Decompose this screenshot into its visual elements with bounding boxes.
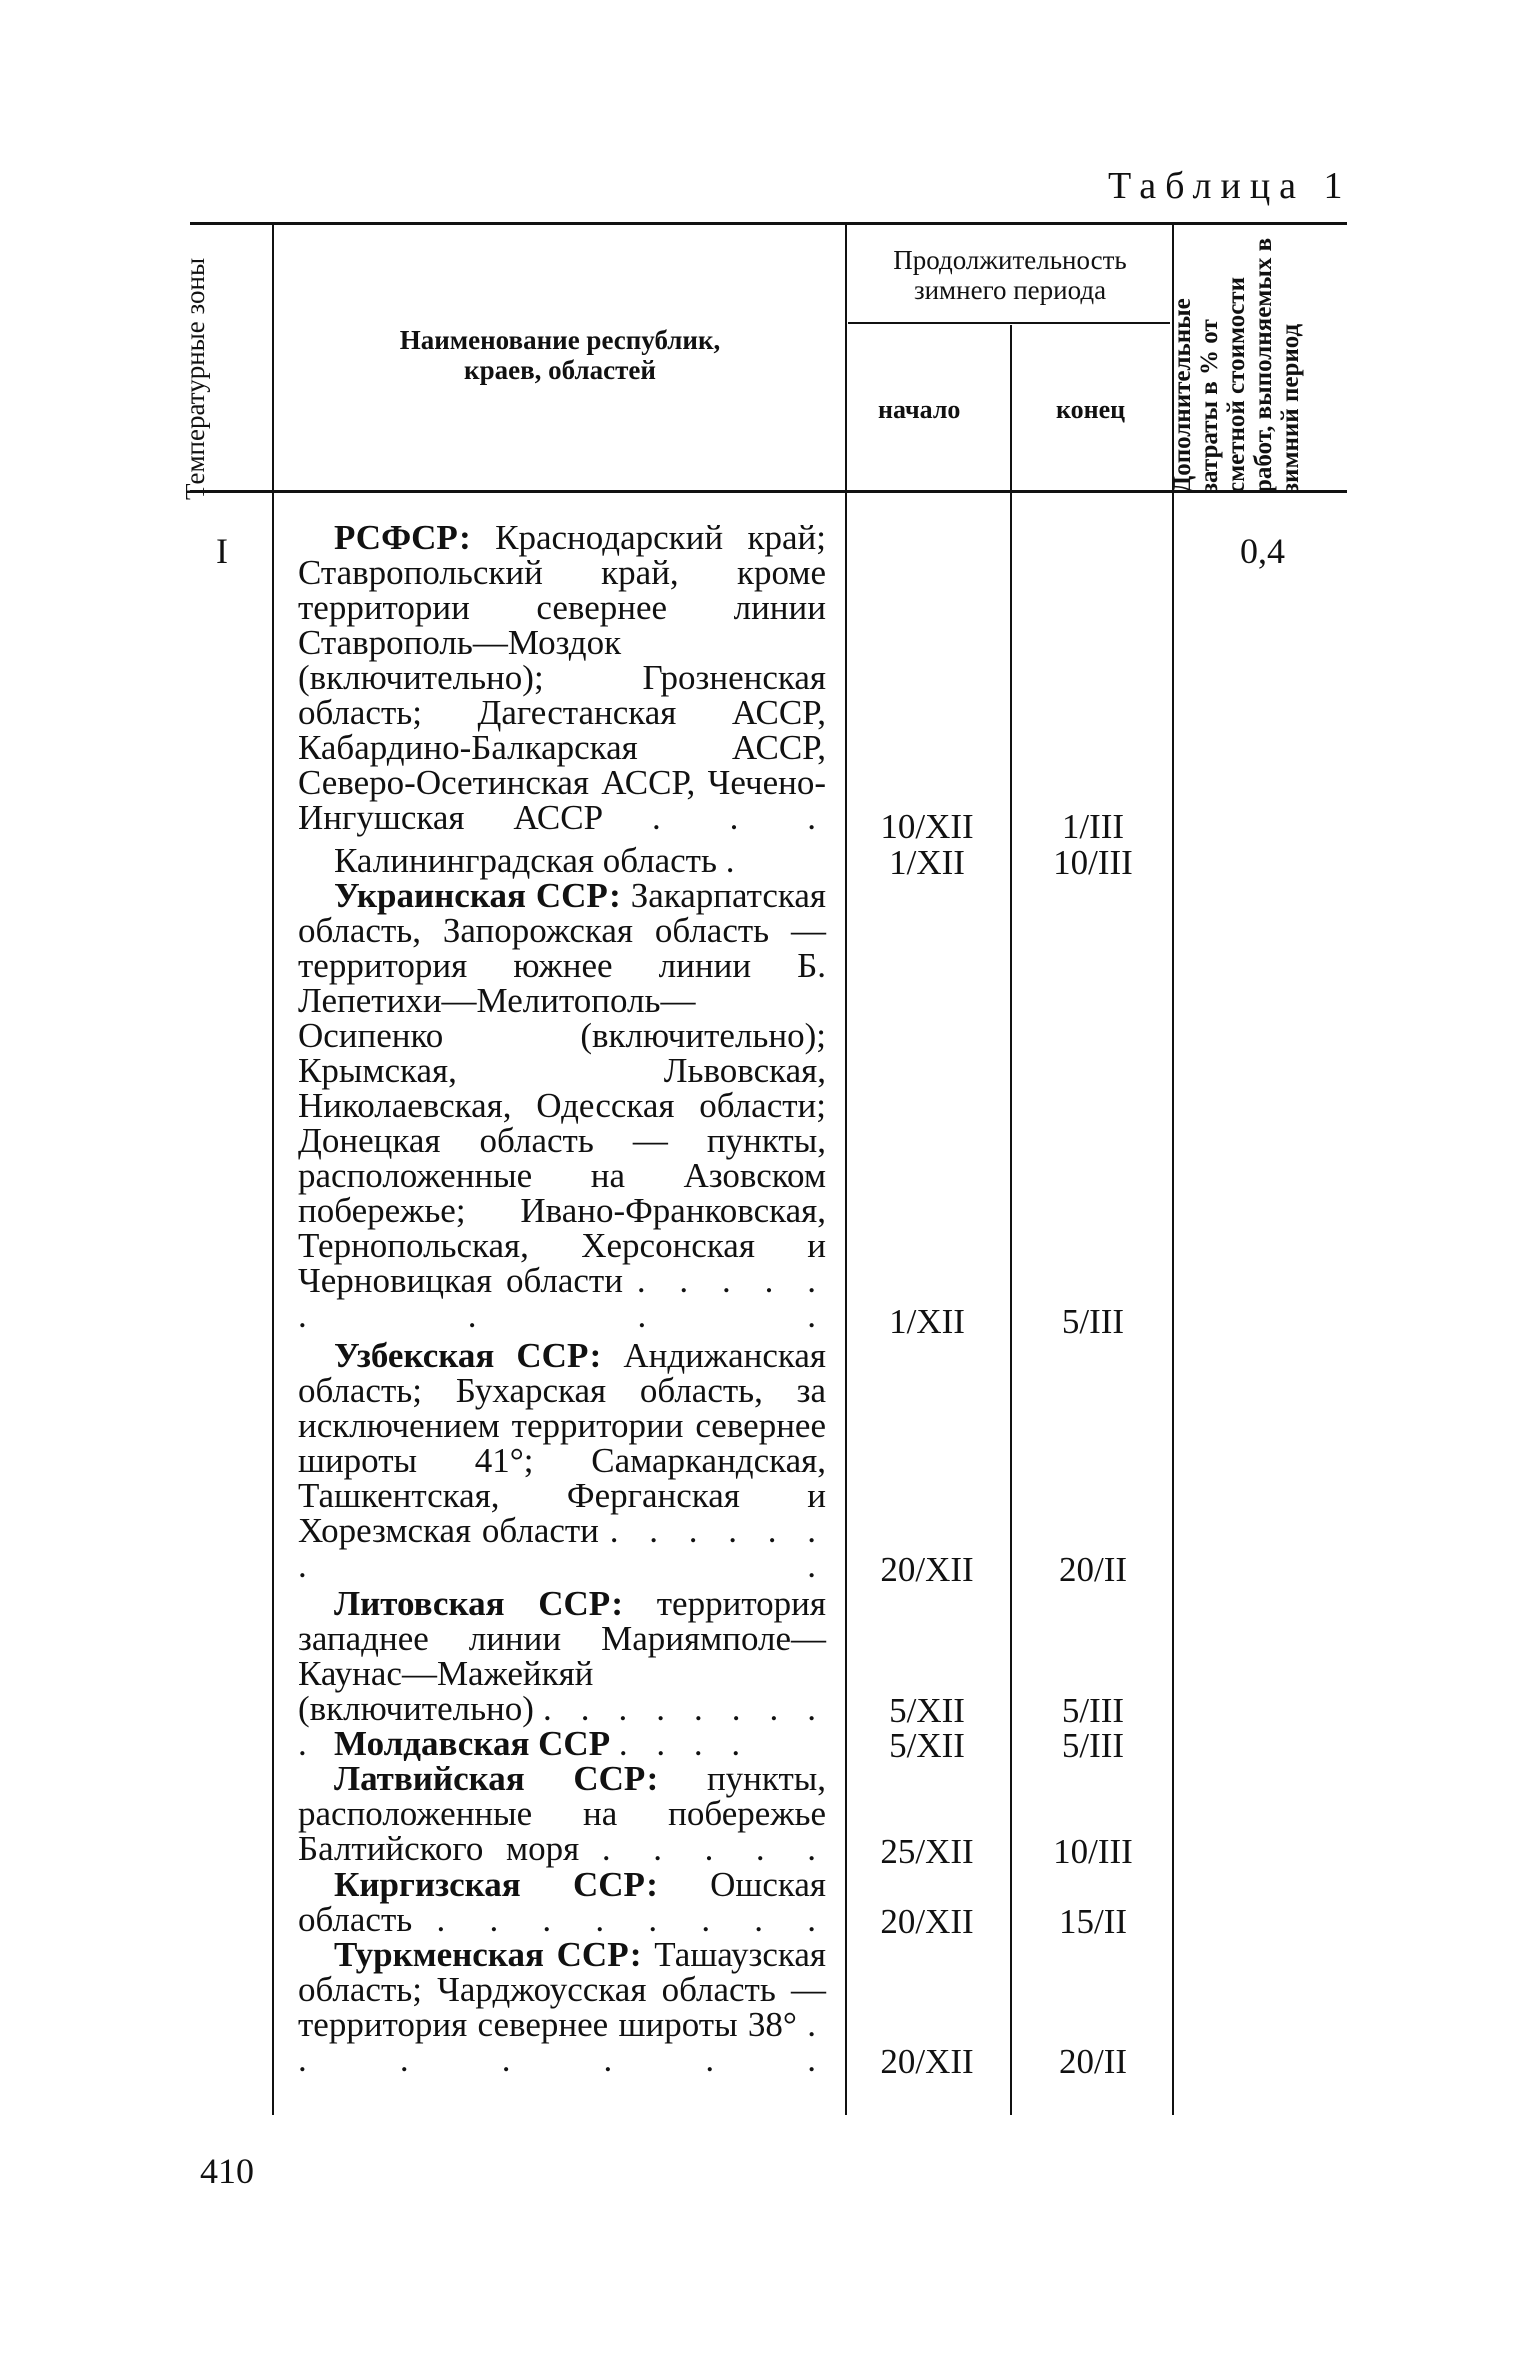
end-date: 5/III	[1061, 1726, 1125, 1765]
page-number: 410	[200, 2151, 254, 2191]
header-temperature-zones: Температурные зоны	[180, 257, 210, 500]
region-row	[298, 1761, 826, 1866]
header-winter-period: Продолжительность зимнего периода	[893, 245, 1127, 305]
table-caption: Таблица 1	[1108, 165, 1352, 207]
region-text: Калининградская область	[334, 841, 717, 880]
leader-dots: .	[725, 841, 745, 880]
start-date: 20/XII	[880, 1902, 974, 1941]
end-date: 5/III	[1061, 1691, 1125, 1730]
start-date: 20/XII	[880, 1550, 974, 1589]
end-date: 15/II	[1058, 1902, 1128, 1941]
region-row	[298, 1867, 826, 1937]
region-name: Латвийская ССР:	[334, 1759, 659, 1798]
column-divider-zone	[272, 225, 274, 2115]
region-text: пункты, расположенные на побережье Балтийского моря	[298, 1759, 827, 1868]
header-end: конец	[1056, 395, 1126, 424]
start-date: 1/XII	[889, 843, 965, 882]
region-name: Украинская ССР:	[334, 876, 621, 915]
region-name: Киргизская ССР:	[334, 1865, 658, 1904]
header-extra-costs: Дополнительные затраты в % от сметной стоимости работ, выполняемых в зимний период	[1169, 237, 1304, 493]
region-name: Литовская ССР:	[334, 1584, 624, 1623]
extra-cost-value: 0,4	[1240, 531, 1285, 571]
region-row	[298, 1338, 826, 1583]
region-text: Ташаузская область; Чарджоусская область — территория севернее широты 38°	[298, 1935, 827, 2044]
region-row	[298, 520, 826, 835]
start-date: 10/XII	[880, 807, 974, 846]
region-row	[298, 1937, 826, 2077]
column-divider-start-end	[1010, 325, 1012, 2115]
leader-dots: . . . . . . . .	[436, 1900, 827, 1939]
region-text: Ошская область	[298, 1865, 826, 1939]
column-divider-name	[845, 225, 847, 2115]
end-date: 1/III	[1061, 807, 1125, 846]
region-text: Краснодарский край; Ставропольский край, кроме территории севернее линии Ставрополь—Моздок (включительно); Грозненская область; Дагестанская АССР, Кабардино-Балкарская АССР, Северо-Осетинская АССР, Чечено-Ингушская АССР	[298, 518, 826, 837]
leader-dots: . . . .	[618, 1724, 751, 1763]
period-sub-rule	[848, 322, 1170, 324]
region-name: Молдавская ССР	[334, 1724, 611, 1763]
region-row	[298, 878, 826, 1333]
end-date: 10/III	[1053, 1832, 1133, 1871]
start-date: 1/XII	[889, 1302, 965, 1341]
region-row	[298, 843, 826, 878]
leader-dots: . . .	[651, 798, 826, 837]
end-date: 20/II	[1058, 2042, 1128, 2081]
leader-dots: . . . . .	[601, 1829, 827, 1868]
region-name: РСФСР:	[334, 518, 471, 557]
column-divider-extra	[1172, 225, 1174, 2115]
region-text: Закарпатская область, Запорожская область — территория южнее линии Б. Лепетихи—Мелитополь—Осипенко (включительно); Крымская, Львовская, Николаевская, Одесская области; Донецкая область — пункты, расположенные на Азовском побережье; Ивано-Франковская, Тернопольская, Херсонская и Черновицкая области	[298, 876, 826, 1300]
end-date: 20/II	[1058, 1550, 1128, 1589]
start-date: 20/XII	[880, 2042, 974, 2081]
header-start: начало	[878, 395, 961, 424]
header-name: Наименование республик, краев, областей	[399, 325, 721, 385]
leader-dots: . . . . . . . . .	[298, 1689, 827, 1763]
leader-dots: . . . . . . . .	[298, 1511, 827, 1585]
region-text: территория западнее линии Мариямполе—Каунас—Мажейкяй (включительно)	[298, 1584, 826, 1728]
start-date: 25/XII	[880, 1832, 974, 1871]
leader-dots: . . . . . . . . .	[298, 1261, 827, 1335]
region-row	[298, 1726, 826, 1761]
region-text: Андижанская область; Бухарская область, за исключением территории севернее широты 41°; Самаркандская, Ташкентская, Ферганская и Хорезмская области	[298, 1336, 826, 1550]
zone-value: I	[216, 531, 228, 571]
start-date: 5/XII	[889, 1726, 965, 1765]
leader-dots: . . . . . . .	[298, 2005, 827, 2079]
end-date: 5/III	[1061, 1302, 1125, 1341]
end-date: 10/III	[1053, 843, 1133, 882]
start-date: 5/XII	[889, 1691, 965, 1730]
region-name: Узбекская ССР:	[334, 1336, 602, 1375]
region-name: Туркменская ССР:	[334, 1935, 642, 1974]
